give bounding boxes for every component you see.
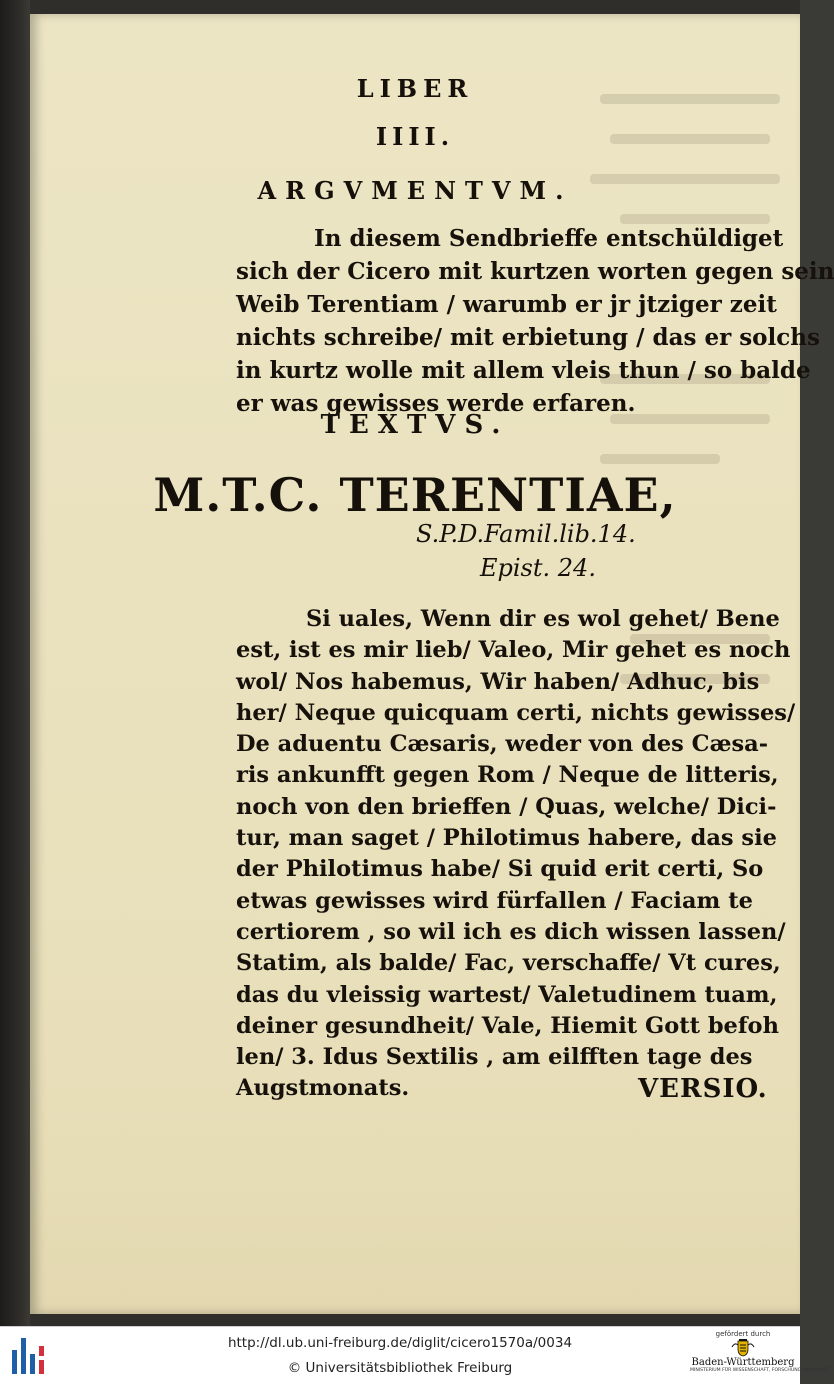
argumentum-line: sich der Cicero mit kurtzen worten gegen sein: [236, 258, 834, 285]
permalink-url[interactable]: http://dl.ub.uni-freiburg.de/diglit/cicero1570a/0034: [227, 1335, 573, 1351]
body-line: Augstmonats.: [236, 1075, 410, 1102]
body-line: Statim, als balde/ Fac, verschaffe/ Vt cures,: [236, 950, 781, 977]
book-page: [30, 14, 834, 1314]
liber-title: LIBER: [356, 74, 474, 103]
letter-source: S.P.D.Famil.lib.14.: [416, 520, 636, 548]
letter-epistle-number: Epist. 24.: [480, 554, 596, 582]
copyright-notice: © Universitätsbibliothek Freiburg: [287, 1360, 513, 1376]
sponsor-ministry: MINISTERIUM FÜR WISSENSCHAFT, FORSCHUNG UND KUNST: [690, 1368, 830, 1373]
body-line: das du vleissig wartest/ Valetudinem tuam,: [236, 981, 778, 1008]
catchword: VERSIO.: [638, 1074, 768, 1104]
textus-title: TEXTVS.: [320, 410, 510, 440]
letter-heading: M.T.C. TERENTIAE,: [153, 468, 677, 522]
argumentum-line: er was gewisses werde erfaren.: [236, 390, 636, 417]
sponsor-label: gefördert durch: [715, 1330, 771, 1338]
letter-body: [236, 604, 796, 1105]
body-line: der Philotimus habe/ Si quid erit certi, So: [236, 856, 764, 883]
scan-left-edge: [0, 0, 30, 1326]
body-line: deiner gesundheit/ Vale, Hiemit Gott befoh: [236, 1012, 779, 1039]
sponsor-name: Baden-Württemberg: [691, 1357, 795, 1368]
body-line: De aduentu Cæsaris, weder von des Cæsa-: [236, 731, 769, 758]
body-line: tur, man saget / Philotimus habere, das sie: [236, 825, 777, 852]
argumentum-line: In diesem Sendbrieffe entschüldiget: [314, 225, 784, 252]
body-line: wol/ Nos habemus, Wir haben/ Adhuc, bis: [236, 668, 760, 695]
coat-of-arms-icon: [730, 1339, 756, 1357]
body-line: len/ 3. Idus Sextilis , am eilfften tage des: [236, 1044, 753, 1071]
argumentum-line: Weib Terentiam / warumb er jr jtziger zeit: [236, 291, 777, 318]
sponsor-logo[interactable]: [690, 1329, 830, 1383]
body-line: est, ist es mir lieb/ Valeo, Mir gehet es noch: [236, 637, 791, 664]
book-number: IIII.: [375, 122, 455, 151]
body-line: her/ Neque quicquam certi, nichts gewisses/: [236, 699, 796, 726]
argumentum-line: nichts schreibe/ mit erbietung / das er solchs: [236, 324, 820, 351]
argumentum-title: ARGVMENTVM.: [257, 176, 573, 205]
argumentum-text: [236, 222, 834, 420]
viewer-footer: [0, 1326, 830, 1384]
body-line: noch von den brieffen / Quas, welche/ Dici-: [236, 793, 777, 820]
body-line: Si uales, Wenn dir es wol gehet/ Bene: [306, 606, 780, 632]
body-line: ris ankunfft gegen Rom / Neque de litteris,: [236, 762, 779, 789]
body-line: certiorem , so wil ich es dich wissen lassen/: [236, 918, 786, 945]
argumentum-line: in kurtz wolle mit allem vleis thun / so balde: [236, 357, 811, 384]
body-line: etwas gewisses wird fürfallen / Faciam te: [236, 887, 753, 914]
